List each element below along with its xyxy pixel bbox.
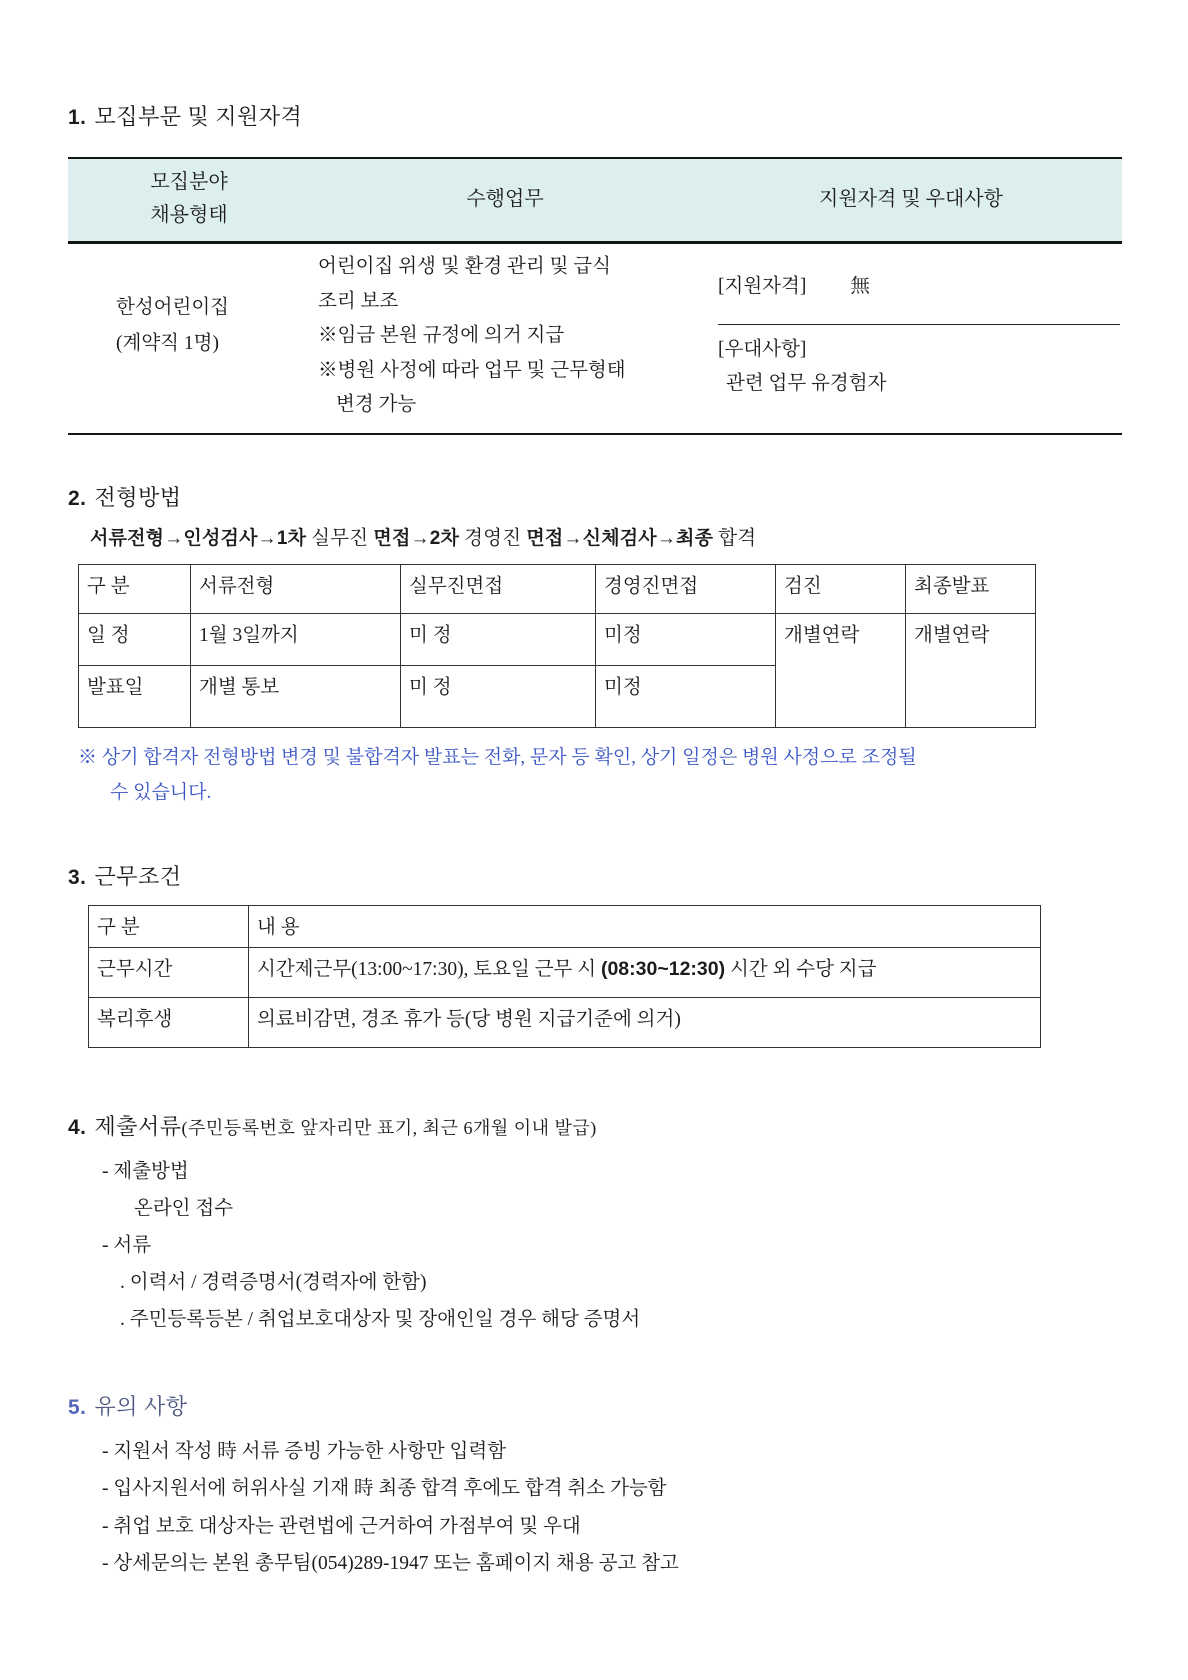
qualification-row — [718, 270, 1120, 298]
preference-row — [718, 333, 1120, 401]
schedule-cell: 일 정 — [79, 613, 191, 665]
notes-list — [68, 1433, 1128, 1583]
section-5-title: 유의 사항 — [94, 1393, 188, 1419]
duty-line: 조리 보조 — [318, 290, 399, 312]
section-5-heading — [68, 1390, 1128, 1421]
schedule-cell: 개별연락 — [776, 613, 906, 727]
welfare-label: 복리후생 — [89, 997, 249, 1047]
schedule-note — [78, 740, 1128, 810]
flow-part: 면접→신체검사→최종 — [526, 527, 714, 549]
header-qualification: 지원자격 및 우대사항 — [819, 187, 1003, 210]
qualification-value: 無 — [850, 276, 870, 297]
work-hours-value — [249, 947, 1041, 997]
flow-part: 합격 — [713, 527, 757, 549]
section-2-title: 전형방법 — [94, 484, 182, 510]
position-type: (계약직 1명) — [116, 333, 219, 354]
duty-line: ※병원 사정에 따라 업무 및 근무형태 — [318, 359, 626, 381]
schedule-header-row — [79, 564, 1036, 613]
submission-method-value: 온라인 접수 — [134, 1197, 234, 1219]
schedule-cell: 발표일 — [79, 665, 191, 727]
note-item: - 지원서 작성 時 서류 증빙 가능한 사항만 입력함 — [102, 1440, 507, 1462]
qualification-label: [지원자격] — [718, 276, 807, 297]
section-1-heading — [68, 100, 1128, 131]
header-field-line2: 채용형태 — [150, 204, 228, 226]
document-item: . 이력서 / 경력증명서(경력자에 한함) — [120, 1271, 427, 1293]
schedule-header-cell: 경영진면접 — [596, 564, 776, 613]
schedule-date-row — [79, 613, 1036, 665]
section-3-number: 3. — [68, 865, 87, 889]
preference-value: 관련 업무 유경험자 — [726, 373, 887, 394]
position-name: 한성어린이집 — [116, 297, 230, 318]
schedule-header-cell: 검진 — [776, 564, 906, 613]
section-2-heading — [68, 481, 1128, 512]
schedule-cell: 미정 — [596, 613, 776, 665]
duty-line: 변경 가능 — [336, 394, 417, 415]
schedule-cell: 개별연락 — [906, 613, 1036, 727]
conditions-header-row — [89, 905, 1041, 947]
schedule-table — [78, 564, 1036, 728]
section-4-heading — [68, 1110, 1128, 1141]
note-item: - 취업 보호 대상자는 관련법에 근거하여 가점부여 및 우대 — [102, 1515, 581, 1537]
qualification-cell — [700, 250, 1122, 423]
section-4-title: 제출서류 — [94, 1113, 182, 1139]
section-2-number: 2. — [68, 486, 87, 510]
conditions-header-cell: 구 분 — [89, 905, 249, 947]
work-hours-row — [89, 947, 1041, 997]
flow-part: 서류전형→인성검사→1차 — [90, 527, 307, 549]
schedule-cell: 미 정 — [401, 665, 596, 727]
submission-details — [68, 1153, 1128, 1338]
section-1-number: 1. — [68, 106, 87, 129]
section-3-title: 근무조건 — [94, 863, 182, 889]
schedule-note-line1: ※ 상기 합격자 전형방법 변경 및 불합격자 발표는 전화, 문자 등 확인, 상기 일정은 병원 사정으로 조정될 — [78, 746, 917, 768]
schedule-header-cell: 서류전형 — [191, 564, 401, 613]
submission-method-label: - 제출방법 — [102, 1160, 189, 1182]
work-hours-pre: 시간제근무(13:00~17:30), 토요일 근무 시 — [257, 958, 601, 980]
recruitment-table — [68, 157, 1122, 435]
section-4-number: 4. — [68, 1115, 87, 1139]
schedule-cell: 1월 3일까지 — [191, 613, 401, 665]
schedule-header-cell: 실무진면접 — [401, 564, 596, 613]
recruitment-table-body — [68, 244, 1122, 435]
position-cell — [68, 250, 310, 423]
conditions-header-cell: 내 용 — [249, 905, 1041, 947]
schedule-header-cell: 최종발표 — [906, 564, 1036, 613]
document-item: . 주민등록등본 / 취업보호대상자 및 장애인일 경우 해당 증명서 — [120, 1308, 641, 1330]
note-item: - 입사지원서에 허위사실 기재 時 최종 합격 후에도 합격 취소 가능함 — [102, 1478, 667, 1499]
section-3-heading — [68, 860, 1128, 891]
recruitment-table-header — [68, 157, 1122, 244]
schedule-cell: 개별 통보 — [191, 665, 401, 727]
schedule-cell: 미정 — [596, 665, 776, 727]
section-4-title-paren: (주민등록번호 앞자리만 표기, 최근 6개월 이내 발급) — [181, 1117, 597, 1138]
flow-part: 면접→2차 — [373, 527, 460, 549]
welfare-value: 의료비감면, 경조 휴가 등(당 병원 지급기준에 의거) — [249, 997, 1041, 1047]
header-field-line1: 모집분야 — [150, 171, 228, 193]
header-field-type — [68, 166, 310, 232]
section-1-title: 모집부문 및 지원자격 — [94, 104, 303, 129]
schedule-cell: 미 정 — [401, 613, 596, 665]
section-5-number: 5. — [68, 1395, 87, 1419]
work-hours-post: 시간 외 수당 지급 — [725, 958, 877, 980]
welfare-row — [89, 997, 1041, 1047]
work-hours-bold: (08:30~12:30) — [600, 957, 726, 980]
note-item: - 상세문의는 본원 총무팀(054)289-1947 또는 홈페이지 채용 공고 참고 — [102, 1553, 679, 1574]
duties-cell — [310, 250, 700, 423]
qualification-divider — [718, 324, 1120, 325]
preference-label: [우대사항] — [718, 339, 807, 360]
flow-part: 경영진 — [459, 527, 527, 549]
flow-part: 실무진 — [306, 527, 374, 549]
selection-flow — [90, 522, 1128, 550]
schedule-note-line2: 수 있습니다. — [110, 781, 212, 803]
duty-line: ※임금 본원 규정에 의거 지급 — [318, 325, 565, 346]
header-duties: 수행업무 — [466, 187, 544, 210]
documents-label: - 서류 — [102, 1234, 152, 1256]
work-hours-label: 근무시간 — [89, 947, 249, 997]
duty-line: 어린이집 위생 및 환경 관리 및 급식 — [318, 256, 611, 277]
conditions-table — [88, 905, 1041, 1048]
schedule-header-cell: 구 분 — [79, 564, 191, 613]
